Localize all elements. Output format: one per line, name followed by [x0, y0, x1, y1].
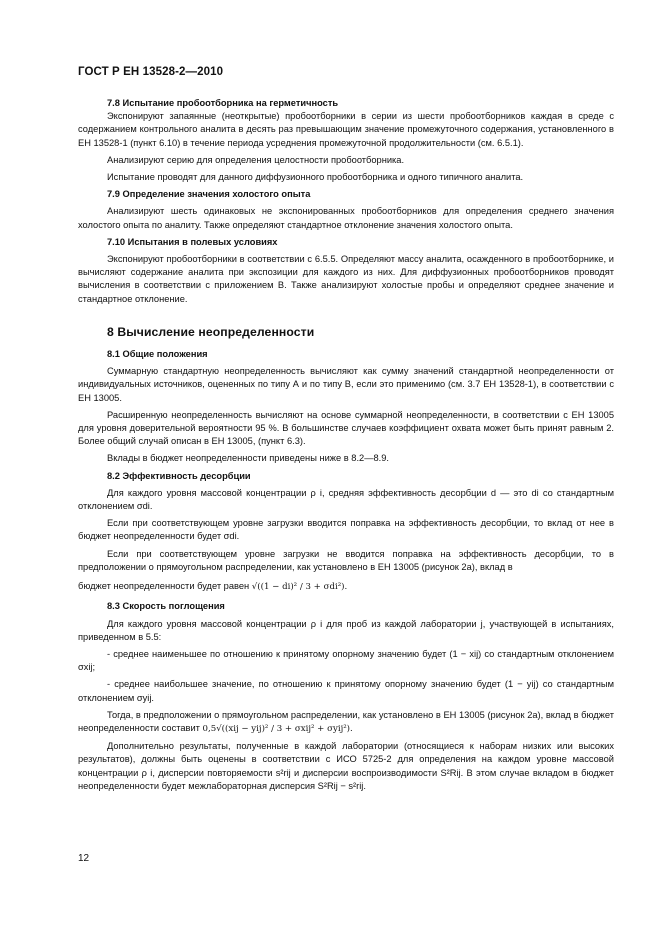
- formula-line: [78, 580, 614, 594]
- page-number: 12: [78, 853, 90, 864]
- paragraph: Для каждого уровня массовой концентрации ρ i для проб из каждой лаборатории j, участвующей в испытаниях, приведенном в 5.5:: [78, 618, 614, 642]
- paragraph: [78, 709, 614, 736]
- formula-uptake-rate: 0,5√((xij − yij)² / 3 + σxij² + σyij²).: [202, 723, 353, 734]
- paragraph: Анализируют серию для определения целостности пробоотборника.: [107, 154, 405, 165]
- formula-lead-text: бюджет неопределенности будет равен: [78, 581, 250, 592]
- document-header: ГОСТ Р ЕН 13528-2—2010: [78, 66, 224, 78]
- paragraph: Суммарную стандартную неопределенность вычисляют как сумму значений стандартной неопределенности от индивидуальных источников, оцененных по типу А и по типу В, если это применимо (см. 3.7 ЕН 13528-1), в соответствии с ЕН 13005.: [78, 366, 614, 403]
- paragraph: Вклады в бюджет неопределенности приведены ниже в 8.2—8.9.: [107, 453, 390, 464]
- paragraph-text: Тогда, в предположении о прямоугольном распределении, как установлено в ЕН 13005 (рисунок 2а), вклад в бюджет неопределенности составит: [78, 709, 614, 733]
- paragraph: Расширенную неопределенность вычисляют на основе суммарной неопределенности, в соответствии с ЕН 13005 для уровня доверительной вероятности 95 %. В большинстве случаев коэффициент охвата может быть принят равным 2. Более общий случай описан в ЕН 13005, (пункт 6.3).: [78, 409, 614, 447]
- document-body: [78, 97, 614, 793]
- heading-7-9: 7.9 Определение значения холостого опыта: [107, 189, 311, 200]
- paragraph: Анализируют шесть одинаковых не экспонированных пробоотборников для определения среднего значения холостого опыта по аналиту. Также определяют стандартное отклонение значения холостого опыта.: [78, 206, 614, 230]
- paragraph: Экспонируют запаянные (неоткрытые) пробоотборники в серии из шести пробоотборников каждая в среде с содержанием контрольного аналита в десять раз превышающим значение промежуточного содержания, установленного в ЕН 13528-1 (пункт 6.10) в течение периода усреднения промежуточной продолжительности (см. 6.5.1).: [78, 111, 614, 148]
- list-item: - среднее наименьшее по отношению к принятому опорному значению будет (1 − xij) со стандартным отклонением σxij;: [78, 648, 614, 673]
- paragraph: Для каждого уровня массовой концентрации ρ i, средняя эффективность десорбции d — это di со стандартным отклонением σdi.: [78, 487, 614, 512]
- paragraph: Если при соответствующем уровне загрузки вводится поправка на эффективность десорбции, то вклад от нее в бюджет неопределенности будет σdi.: [78, 518, 614, 542]
- section-title-8: 8 Вычисление неопределенности: [107, 324, 315, 339]
- formula-desorption: √((1 − di)² / 3 + σdi²).: [251, 582, 348, 593]
- paragraph: Испытание проводят для данного диффузионного пробоотборника и одного типичного аналита.: [107, 172, 524, 183]
- heading-8-1: 8.1 Общие положения: [107, 349, 208, 360]
- paragraph: Если при соответствующем уровне загрузки не вводится поправка на эффективность десорбции, то в предположении о прямоугольном распределении, как установлено в ЕН 13005 (рисунок 2а), вклад в: [78, 548, 614, 572]
- paragraph: Дополнительно результаты, полученные в каждой лаборатории (относящиеся к наборам низких или высоких результатов), должны быть оценены в соответствии с ИСО 5725-2 для определения на каждом уровне массовой концентрации ρ i, дисперсии повторяемости s²rij и дисперсии воспроизводимости S²Rij. В этом случае вкладом в бюджет неопределенности будет межлабораторная дисперсия S²Rij − s²rij.: [78, 741, 614, 791]
- heading-8-2: 8.2 Эффективность десорбции: [107, 470, 251, 481]
- paragraph: Экспонируют пробоотборники в соответствии с 6.5.5. Определяют массу аналита, осажденного в пробоотборнике, и вычисляют содержание аналита при экспозиции для каждого из них. Для диффузионных пробоотборников проводят вычисления в соответствии с приложением В. Также анализируют холостые пробы и определяют среднее значение и стандартное отклонение.: [78, 254, 614, 304]
- heading-8-3: 8.3 Скорость поглощения: [107, 601, 225, 612]
- heading-7-8: 7.8 Испытание пробоотборника на герметичность: [107, 98, 339, 108]
- list-item: - среднее наибольшее значение, по отношению к принятому опорному значению будет (1 − yij) со стандартным отклонением σyij.: [78, 679, 614, 703]
- heading-7-10: 7.10 Испытания в полевых условиях: [107, 236, 278, 247]
